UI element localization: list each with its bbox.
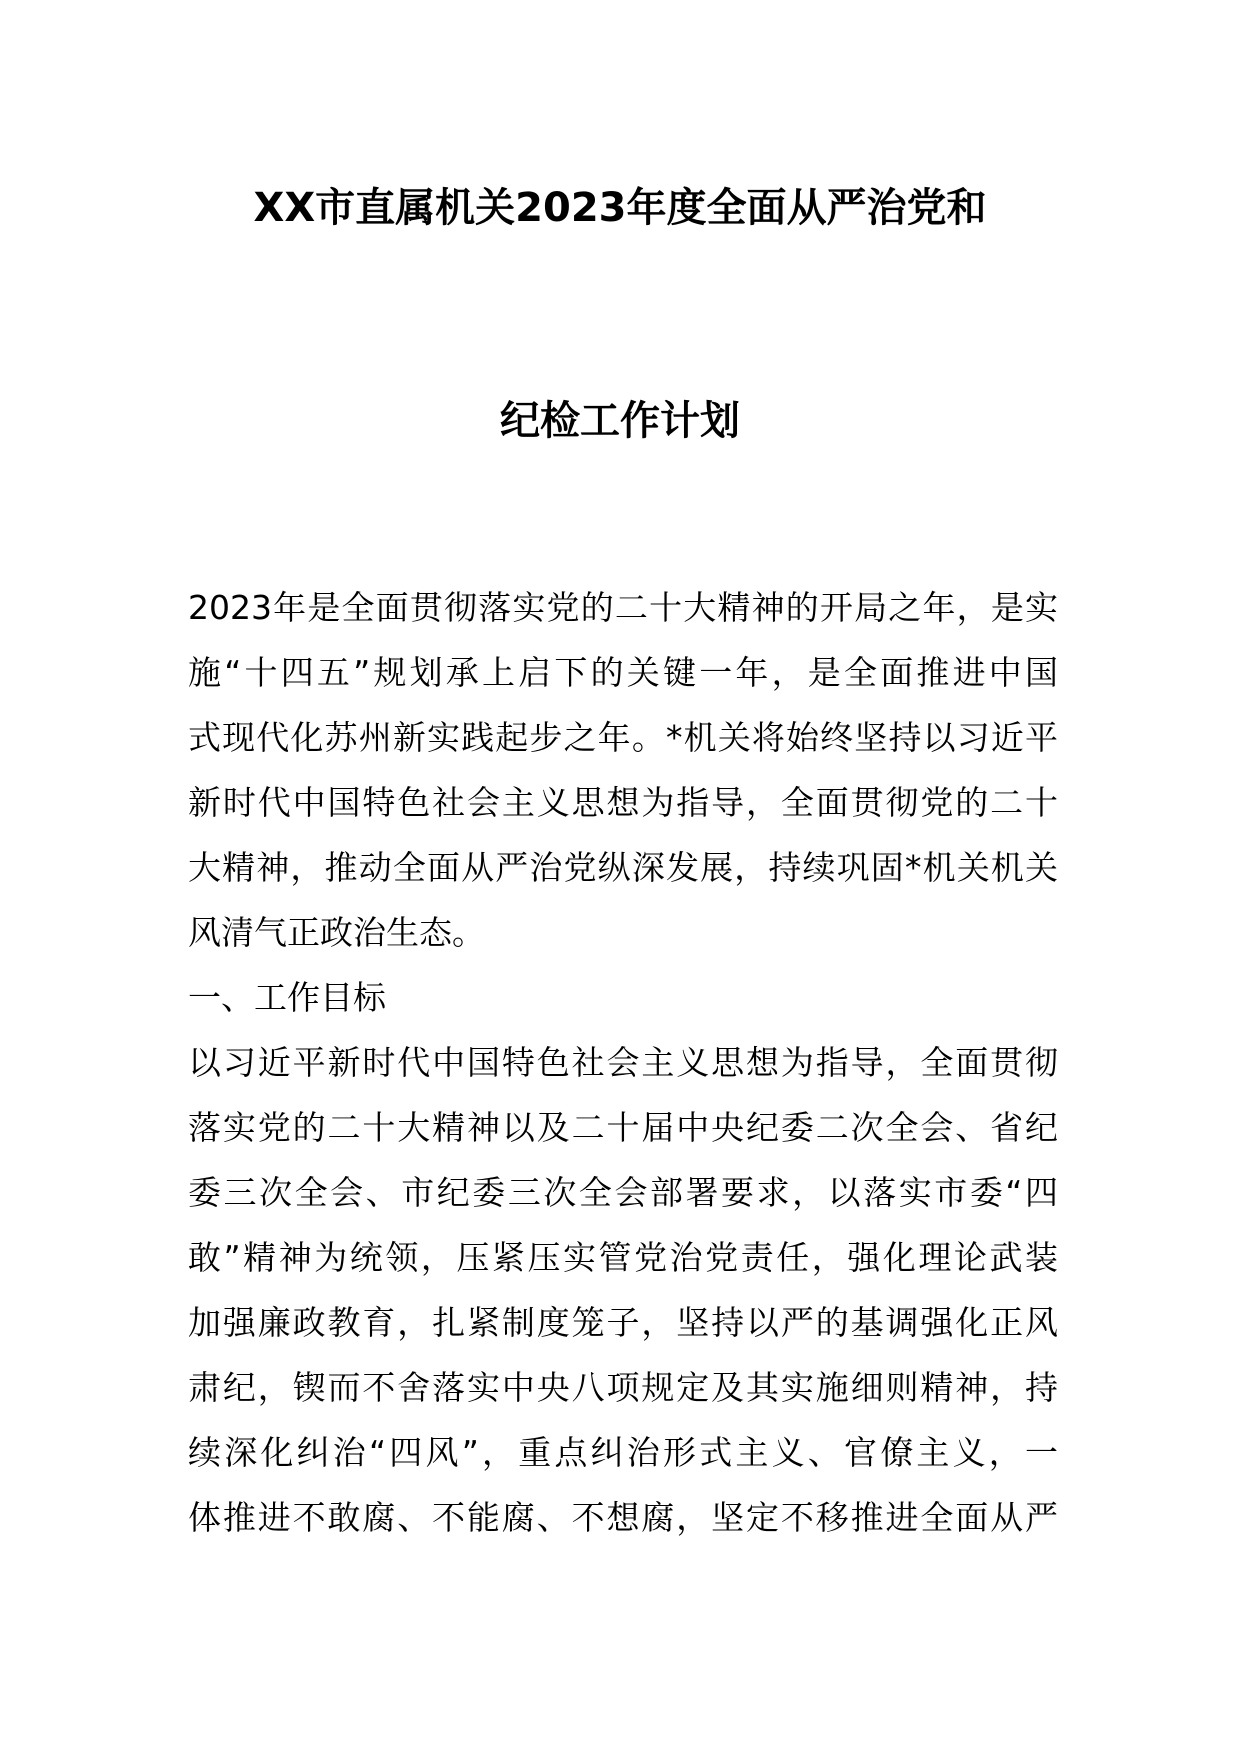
body-line: 以习近平新时代中国特色社会主义思想为指导，全面贯彻 <box>188 1043 1058 1082</box>
body-line: 大精神，推动全面从严治党纵深发展，持续巩固*机关机关 <box>188 848 1058 887</box>
body-line: 2023年是全面贯彻落实党的二十大精神的开局之年，是实 <box>188 588 1058 627</box>
body-line-paragraph-end: 风清气正政治生态。 <box>188 913 485 952</box>
document-title-line-1: XX市直属机关2023年度全面从严治党和 <box>253 185 987 231</box>
body-line: 委三次全会、市纪委三次全会部署要求，以落实市委“四 <box>188 1173 1058 1212</box>
body-line: 施“十四五”规划承上启下的关键一年，是全面推进中国 <box>188 653 1058 692</box>
body-line: 加强廉政教育，扎紧制度笼子，坚持以严的基调强化正风 <box>188 1303 1058 1342</box>
body-line: 肃纪，锲而不舍落实中央八项规定及其实施细则精神，持 <box>188 1368 1058 1407</box>
body-line: 落实党的二十大精神以及二十届中央纪委二次全会、省纪 <box>188 1108 1058 1147</box>
body-line: 续深化纠治“四风”，重点纠治形式主义、官僚主义，一 <box>188 1433 1058 1472</box>
body-line: 体推进不敢腐、不能腐、不想腐，坚定不移推进全面从严 <box>188 1498 1058 1537</box>
document-title-line-2: 纪检工作计划 <box>500 398 740 444</box>
section-heading: 一、工作目标 <box>188 978 386 1017</box>
body-line: 敢”精神为统领，压紧压实管党治党责任，强化理论武装 <box>188 1238 1058 1277</box>
document-body <box>188 575 1058 1550</box>
body-line: 新时代中国特色社会主义思想为指导，全面贯彻党的二十 <box>188 783 1058 822</box>
body-line: 式现代化苏州新实践起步之年。*机关将始终坚持以习近平 <box>188 718 1058 757</box>
